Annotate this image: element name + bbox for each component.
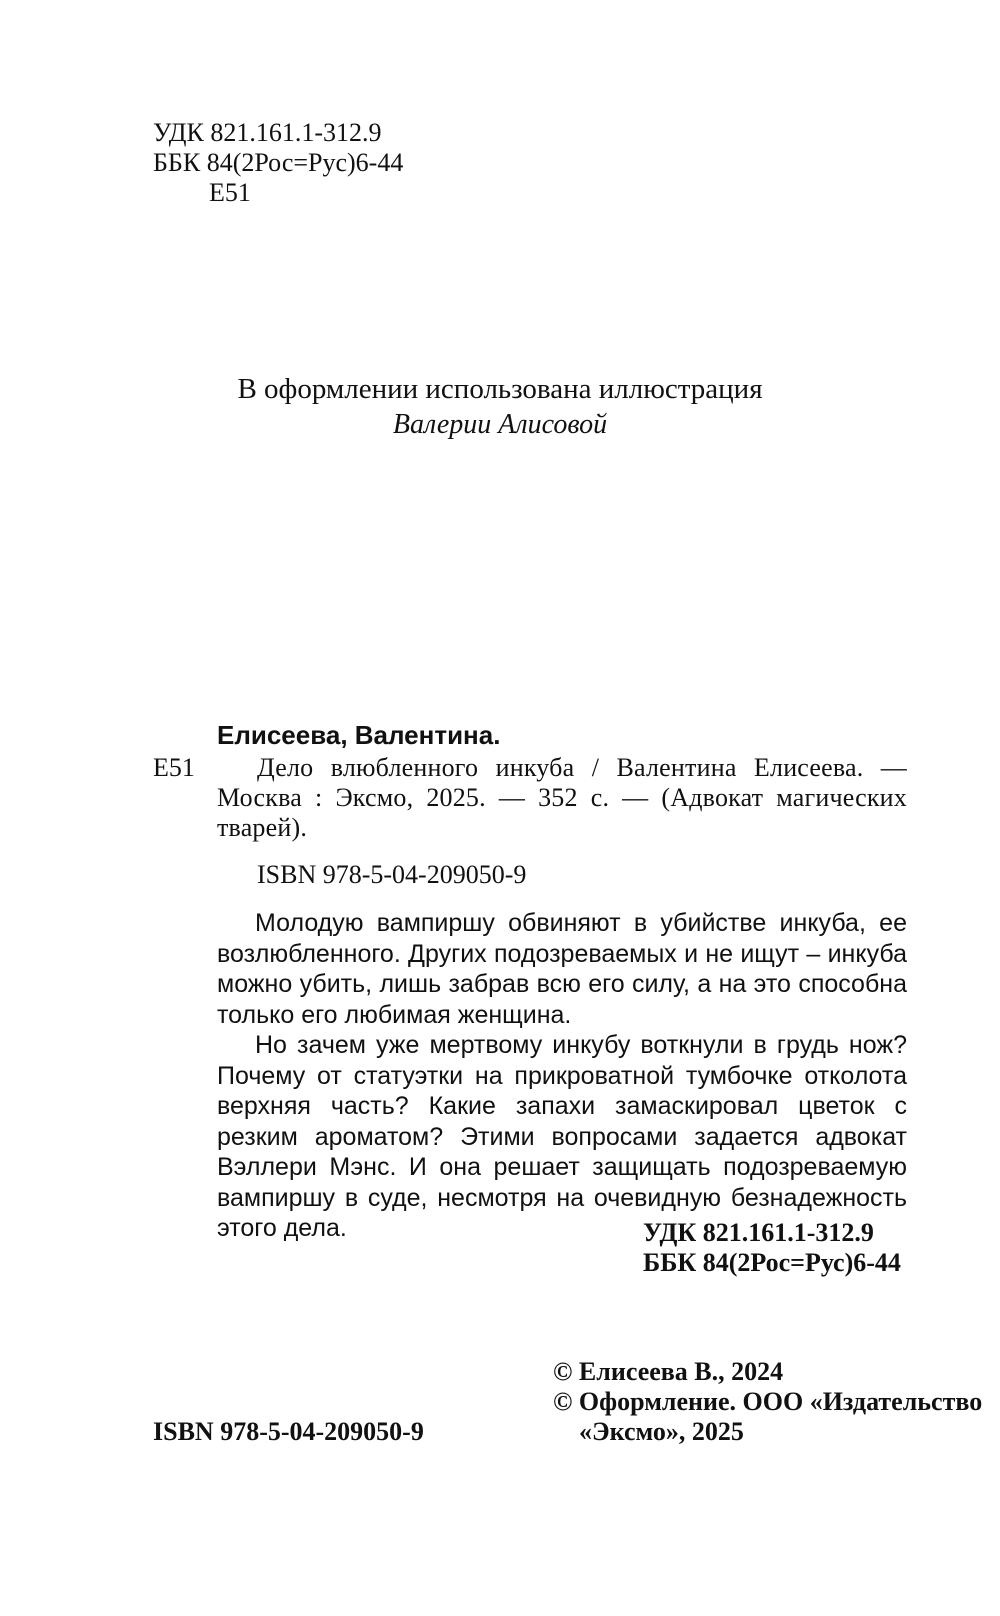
annotation-paragraph-2: Но зачем уже мертвому инкубу воткнули в грудь нож? Почему от статуэтки на прикроватной тумбочке отколота верхняя часть? Какие запахи замаскировал цветок с резким ароматом? Этими вопросами задается адвокат Вэллери Мэнс. И она решает защищать подозреваемую вампиршу в суде, несмотря на очевидную безнадежность этого дела. — [217, 1031, 907, 1242]
catalog-entry: Дело влюбленного инкуба / Валентина Елисеева. — Москва : Эксмо, 2025. — 352 с. — (Адвокат магических тварей). — [217, 753, 907, 842]
catalog-sign: Е51 — [153, 753, 195, 782]
catalog-isbn: ISBN 978-5-04-209050-9 — [257, 860, 527, 889]
classification-bbk: ББК 84(2Рос=Рус)6-44 — [643, 1248, 901, 1277]
copyright-author: © Елисеева В., 2024 — [553, 1357, 784, 1386]
classification-udk: УДК 821.161.1-312.9 — [643, 1218, 874, 1247]
bbk-code: ББК 84(2Рос=Рус)6-44 — [153, 148, 404, 177]
annotation-paragraph-1: Молодую вампиршу обвиняют в убийстве инкуба, ее возлюбленного. Других подозреваемых и не ищут – инкуба можно убить, лишь забрав всю его силу, а на это способна только его любимая женщина. — [217, 909, 907, 1029]
illustration-credit-line1: В оформлении использована иллюстрация — [237, 373, 763, 405]
udk-code: УДК 821.161.1-312.9 — [153, 118, 382, 147]
copyright-design-line2: «Эксмо», 2025 — [579, 1417, 744, 1446]
footer-isbn: ISBN 978-5-04-209050-9 — [153, 1417, 424, 1446]
catalog-author: Елисеева, Валентина. — [217, 720, 501, 750]
illustration-credit-artist: Валерии Алисовой — [392, 409, 608, 440]
author-sign: Е51 — [209, 178, 251, 207]
copyright-design-line1: © Оформление. ООО «Издательство — [553, 1387, 983, 1416]
